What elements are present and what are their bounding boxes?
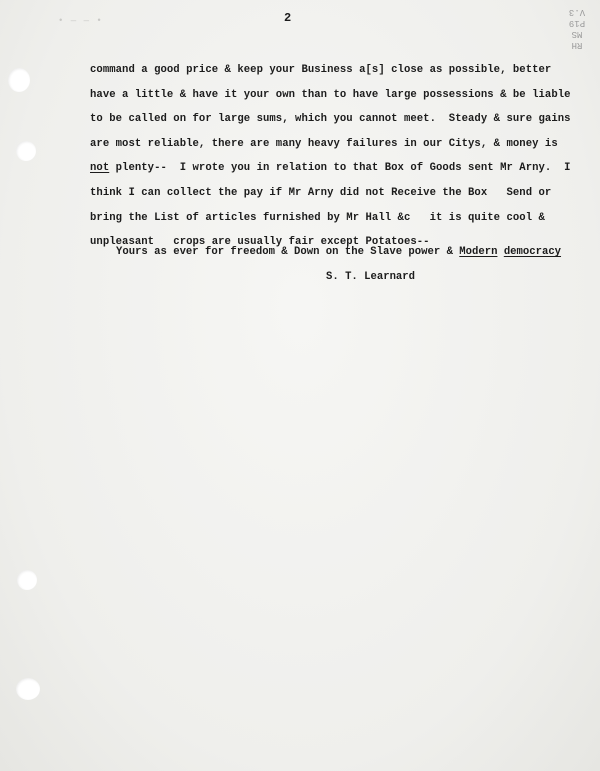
underlined-word: Modern	[459, 246, 498, 258]
letter-line: have a little & have it your own than to have large possessions & be liable	[90, 88, 571, 101]
archive-stamp	[562, 6, 592, 50]
faint-mark: • ― ― •	[58, 16, 103, 26]
letter-line: are most reliable, there are many heavy failures in our Citys, & money is	[90, 137, 558, 150]
archive-stamp-line: MS	[571, 29, 583, 39]
archive-stamp-line: V.3	[568, 7, 586, 17]
signature: S. T. Learnard	[326, 271, 416, 283]
closing-text: Yours as ever for freedom & Down on the Slave power &	[116, 246, 460, 258]
letter-line: think I can collect the pay if Mr Arny did not Receive the Box Send or	[90, 186, 552, 199]
letter-line: unpleasant crops are usually fair except Potatoes--	[90, 236, 430, 249]
punch-hole	[8, 68, 30, 92]
archive-stamp-line: P19	[568, 18, 586, 28]
letter-line: to be called on for large sums, which you cannot meet. Steady & sure gains	[90, 113, 571, 126]
punch-hole	[17, 570, 37, 590]
page-number: 2	[284, 11, 292, 25]
punch-hole	[16, 141, 36, 161]
underlined-word: not	[90, 162, 110, 175]
archive-stamp-line: RH	[571, 40, 583, 50]
underlined-word: democracy	[503, 246, 562, 258]
letter-body	[90, 58, 571, 255]
letter-line-rest: plenty-- I wrote you in relation to that Box of Goods sent Mr Arny. I	[109, 162, 571, 175]
letter-line: command a good price & keep your Business a[s] close as possible, better	[90, 64, 552, 76]
punch-hole	[16, 678, 40, 700]
letter-line	[90, 156, 571, 181]
closing-line	[116, 246, 561, 258]
letter-line: bring the List of articles furnished by Mr Hall &c it is quite cool &	[90, 211, 545, 224]
